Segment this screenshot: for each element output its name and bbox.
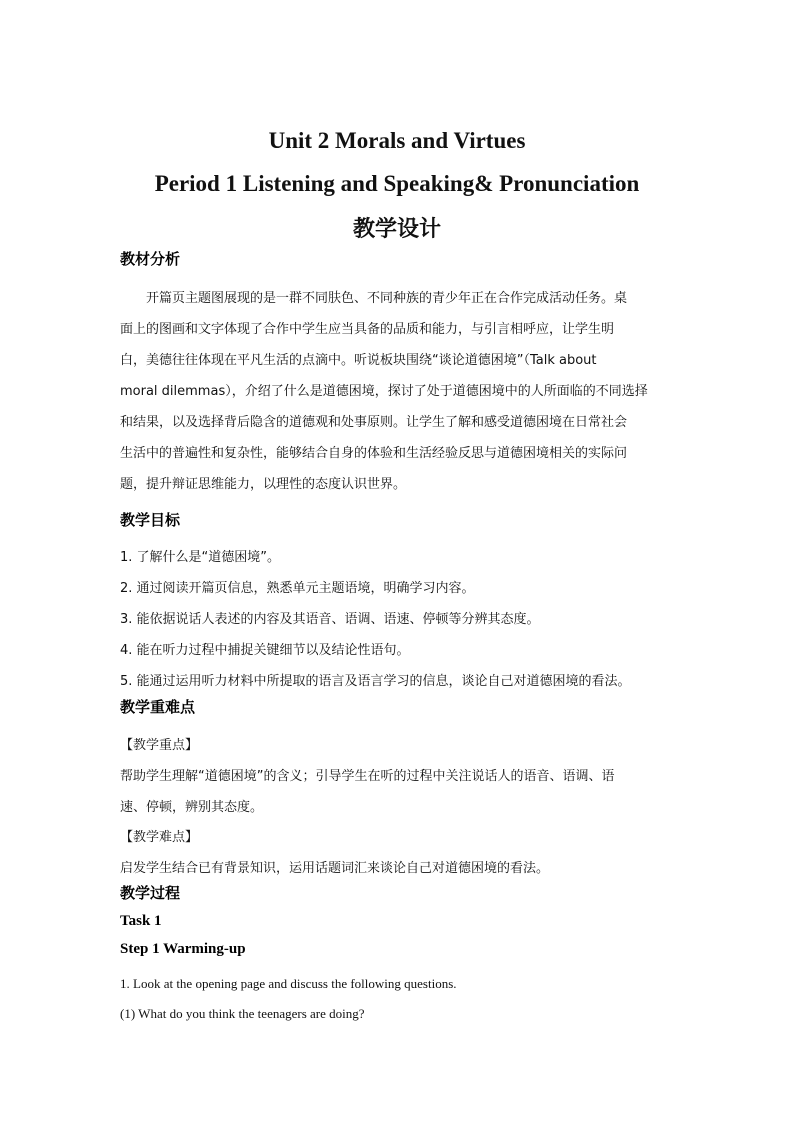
objectives-heading: 教学目标 xyxy=(120,511,181,529)
analysis-line: 生活中的普遍性和复杂性，能够结合自身的体验和生活经验反思与道德困境相关的实际问 xyxy=(120,446,628,461)
keypoints-heading: 教学重难点 xyxy=(120,698,196,716)
difficulty-label: 【教学难点】 xyxy=(120,830,199,845)
analysis-line: 和结果，以及选择背后隐含的道德观和处事原则。让学生了解和感受道德困境在日常社会 xyxy=(120,415,628,430)
analysis-line: 开篇页主题图展现的是一群不同肤色、不同种族的青少年正在合作完成活动任务。桌 xyxy=(146,291,628,306)
analysis-line: 面上的图画和文字体现了合作中学生应当具备的品质和能力，与引言相呼应，让学生明 xyxy=(120,322,615,337)
difficulty-line: 启发学生结合已有背景知识，运用话题词汇来谈论自己对道德困境的看法。 xyxy=(120,861,550,876)
objective-item: 1. 了解什么是“道德困境”。 xyxy=(120,550,281,565)
question-text: (1) What do you think the teenagers are doing? xyxy=(120,1006,365,1021)
instruction-text: 1. Look at the opening page and discuss the following questions. xyxy=(120,976,457,991)
task-label: Task 1 xyxy=(120,913,162,929)
analysis-line: 白，美德往往体现在平凡生活的点滴中。听说板块围绕“谈论道德困境”（Talk about xyxy=(120,353,597,368)
objective-item: 2. 通过阅读开篇页信息，熟悉单元主题语境，明确学习内容。 xyxy=(120,581,475,596)
analysis-line: 题，提升辩证思维能力，以理性的态度认识世界。 xyxy=(120,477,407,492)
objective-item: 3. 能依据说话人表述的内容及其语音、语调、语速、停顿等分辨其态度。 xyxy=(120,612,540,627)
design-title: 教学设计 xyxy=(352,217,441,242)
objective-item: 4. 能在听力过程中捕捉关键细节以及结论性语句。 xyxy=(120,643,410,658)
focus-line: 速、停顿，辨别其态度。 xyxy=(120,800,264,815)
focus-line: 帮助学生理解“道德困境”的含义；引导学生在听的过程中关注说话人的语音、语调、语 xyxy=(120,769,615,784)
unit-title: Unit 2 Morals and Virtues xyxy=(268,128,526,153)
process-heading: 教学过程 xyxy=(120,884,181,902)
period-title: Period 1 Listening and Speaking& Pronunciation xyxy=(154,171,640,196)
analysis-heading: 教材分析 xyxy=(120,250,181,268)
step-label: Step 1 Warming-up xyxy=(120,941,246,957)
focus-label: 【教学重点】 xyxy=(120,738,199,753)
analysis-line: moral dilemmas），介绍了什么是道德困境，探讨了处于道德困境中的人所面临的不同选择 xyxy=(120,384,648,399)
objective-item: 5. 能通过运用听力材料中所提取的语言及语言学习的信息，谈论自己对道德困境的看法。 xyxy=(120,674,631,689)
